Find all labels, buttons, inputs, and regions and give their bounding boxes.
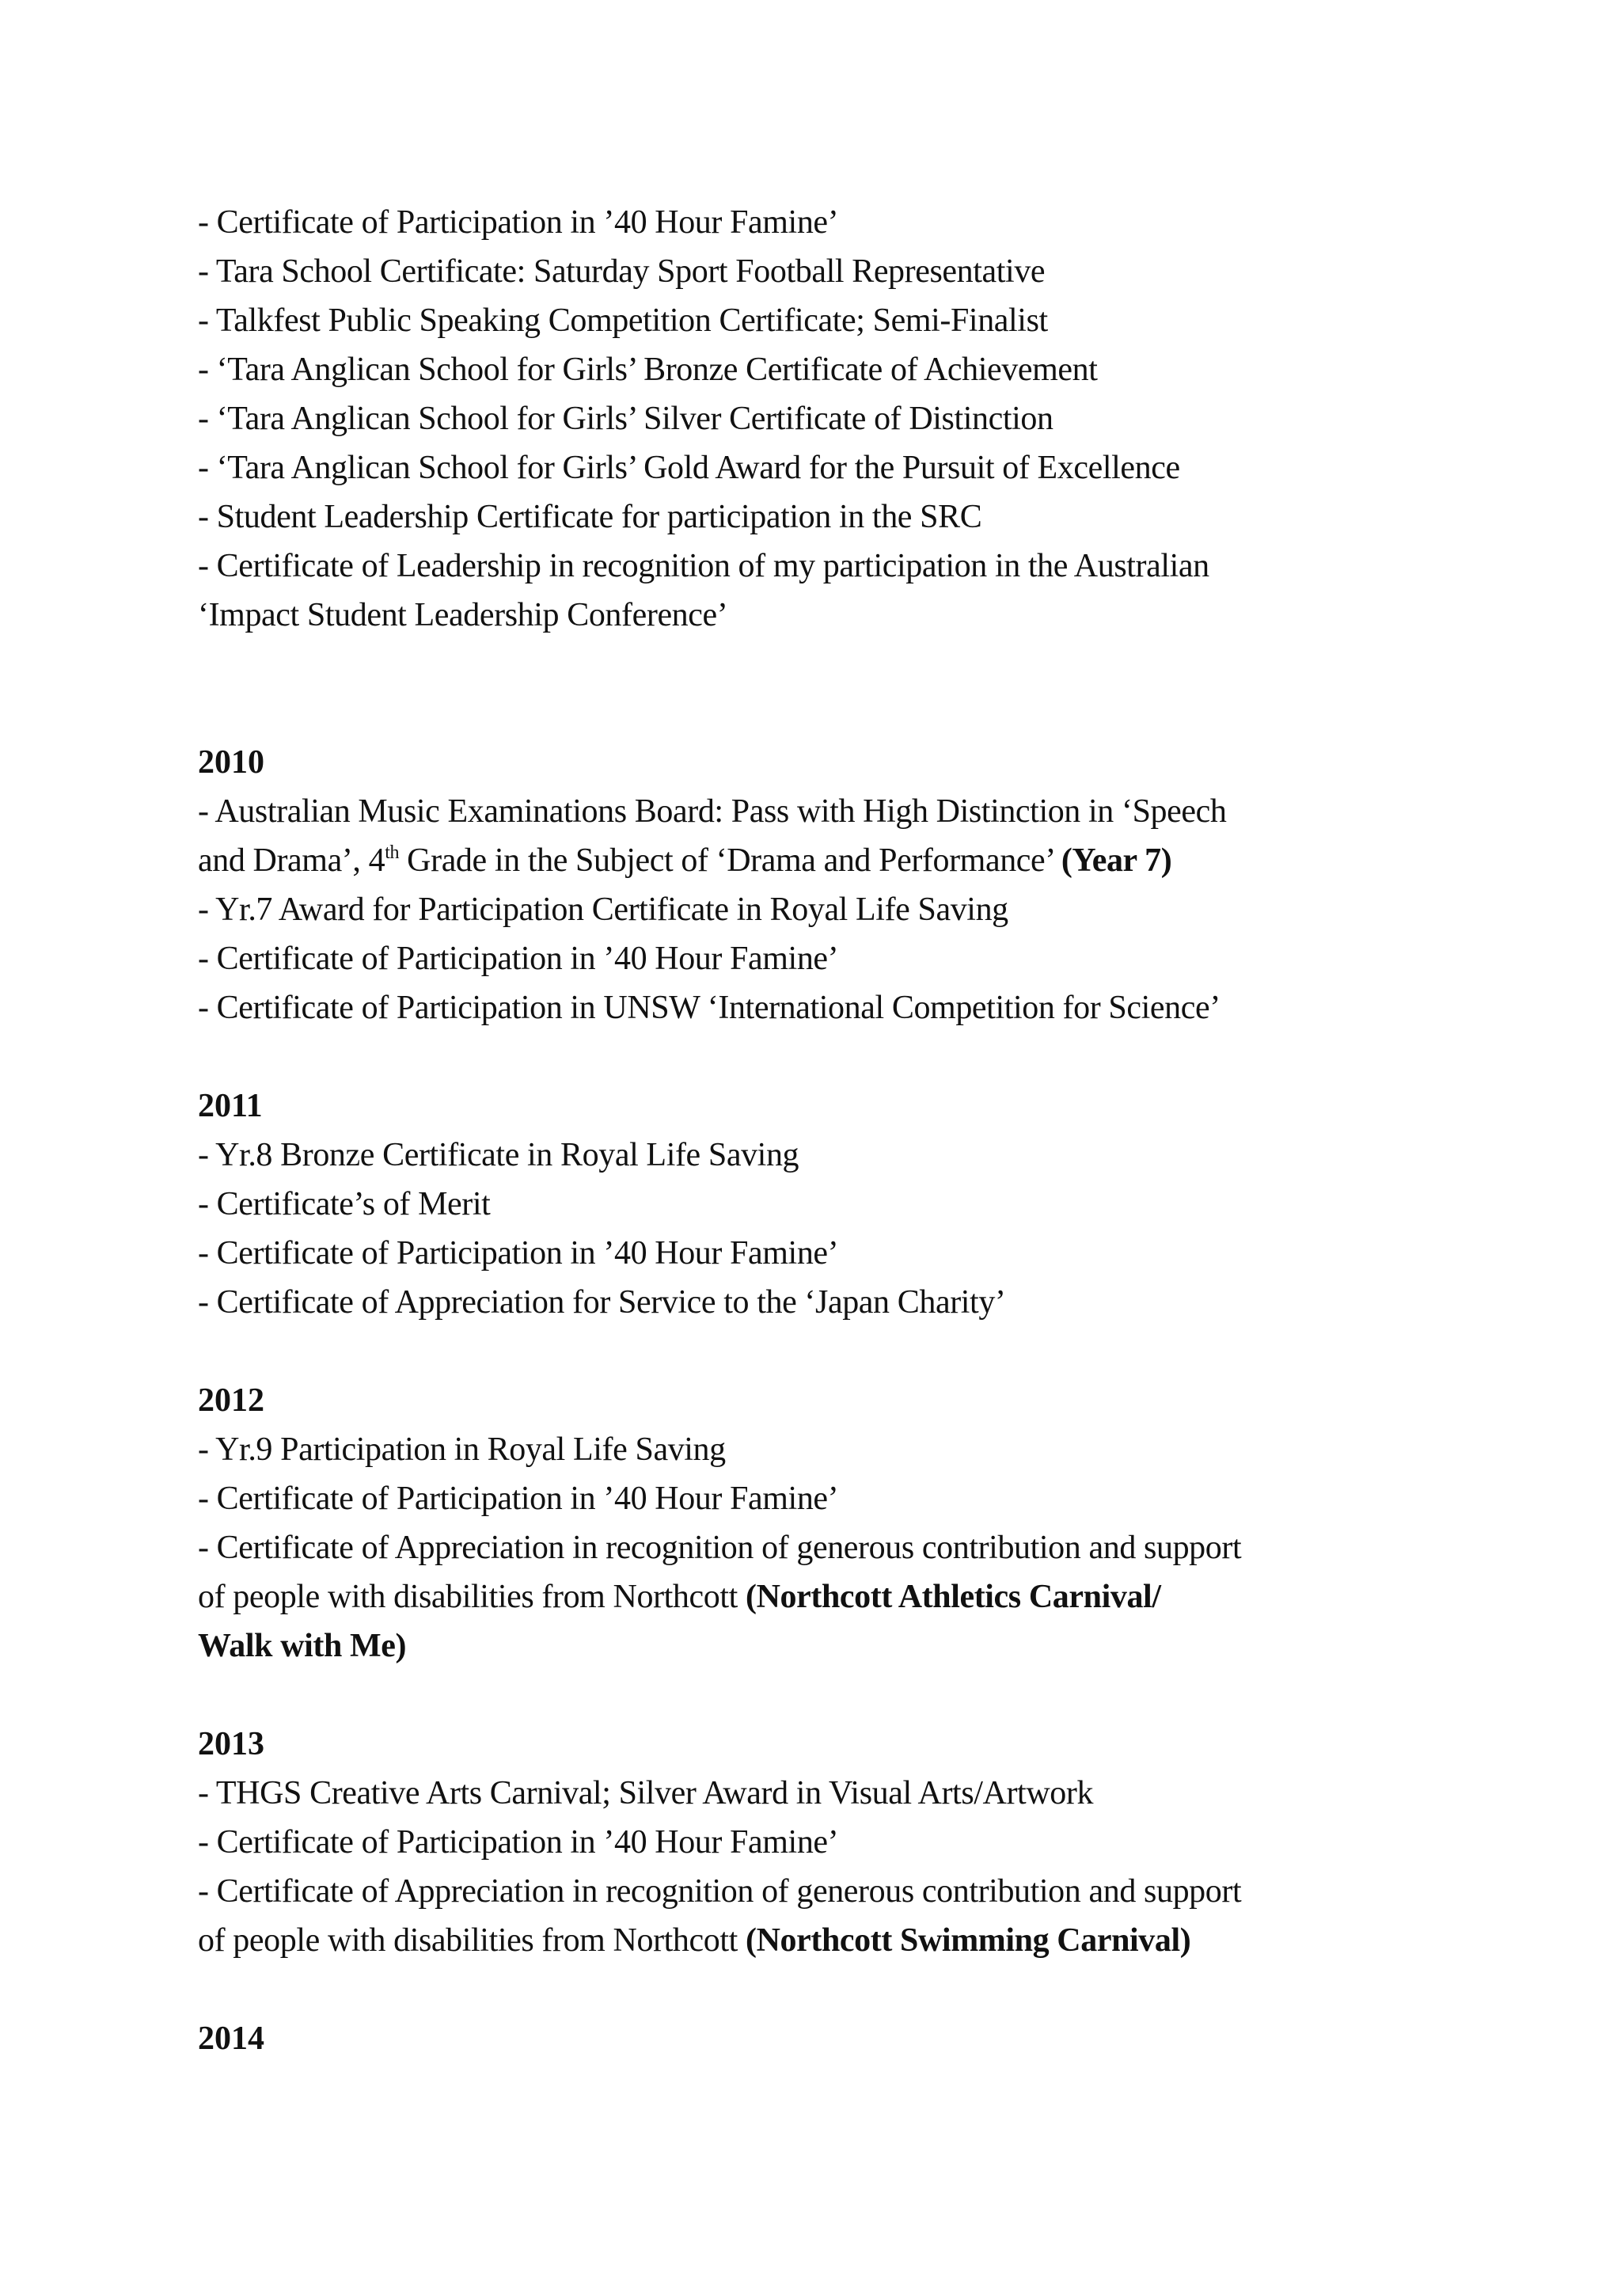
list-item: - Student Leadership Certificate for participation in the SRC [198, 499, 982, 535]
bold-segment: (Year 7) [1061, 842, 1172, 879]
year-heading-2010: 2010 [198, 744, 264, 781]
year-heading-2012: 2012 [198, 1382, 264, 1419]
list-item: - Talkfest Public Speaking Competition Certificate; Semi-Finalist [198, 302, 1048, 339]
list-item-continuation [198, 1572, 1448, 1621]
list-item-continuation [198, 1916, 1448, 1965]
text-segment: Grade in the Subject of ‘Drama and Performance’ [399, 842, 1061, 879]
list-item: - Certificate of Participation in ’40 Hour Famine’ [198, 1481, 839, 1517]
list-item: - ‘Tara Anglican School for Girls’ Gold Award for the Pursuit of Excellence [198, 450, 1180, 486]
bold-segment: (Northcott Athletics Carnival/ [746, 1579, 1161, 1615]
list-item: - Australian Music Examinations Board: Pass with High Distinction in ‘Speech [198, 793, 1227, 830]
section-spacer [198, 640, 1448, 738]
superscript: th [385, 842, 400, 863]
list-item: - Certificate of Appreciation in recognition of generous contribution and support [198, 1530, 1242, 1566]
text-segment: and Drama’, 4 [198, 842, 385, 879]
bold-segment: (Northcott Swimming Carnival) [746, 1922, 1191, 1959]
year-heading-2014: 2014 [198, 2020, 264, 2057]
list-item: - Certificate of Participation in ’40 Hour Famine’ [198, 1235, 839, 1272]
list-item: - Yr.7 Award for Participation Certificate in Royal Life Saving [198, 891, 1008, 928]
section-spacer [198, 1965, 1448, 2014]
list-item: - Yr.9 Participation in Royal Life Saving [198, 1431, 726, 1468]
text-segment: of people with disabilities from Northcott [198, 1922, 746, 1959]
list-item: - Certificate of Leadership in recognition of my participation in the Australian [198, 548, 1209, 584]
list-item: - Tara School Certificate: Saturday Sport Football Representative [198, 253, 1046, 290]
list-item-continuation: Walk with Me) [198, 1628, 407, 1664]
list-item: - ‘Tara Anglican School for Girls’ Bronze Certificate of Achievement [198, 352, 1098, 388]
year-heading-2013: 2013 [198, 1726, 264, 1762]
list-item: - Certificate of Participation in UNSW ‘International Competition for Science’ [198, 990, 1220, 1026]
list-item: - Certificate of Appreciation in recognition of generous contribution and support [198, 1873, 1242, 1910]
list-item-continuation: ‘Impact Student Leadership Conference’ [198, 597, 728, 633]
text-segment: of people with disabilities from Northcott [198, 1579, 746, 1615]
list-item: - Certificate’s of Merit [198, 1186, 491, 1222]
section-spacer [198, 1327, 1448, 1376]
list-item: - Certificate of Participation in ’40 Hour Famine’ [198, 204, 839, 241]
section-spacer [198, 1032, 1448, 1081]
list-item: - Certificate of Appreciation for Service to the ‘Japan Charity’ [198, 1284, 1006, 1321]
list-item: - ‘Tara Anglican School for Girls’ Silver Certificate of Distinction [198, 401, 1053, 437]
list-item: - Yr.8 Bronze Certificate in Royal Life Saving [198, 1137, 799, 1173]
list-item: - Certificate of Participation in ’40 Hour Famine’ [198, 1824, 839, 1861]
section-spacer [198, 1671, 1448, 1720]
year-heading-2011: 2011 [198, 1088, 263, 1124]
awards-list [198, 198, 1448, 2063]
list-item: - THGS Creative Arts Carnival; Silver Award in Visual Arts/Artwork [198, 1775, 1094, 1811]
list-item-continuation [198, 836, 1448, 885]
list-item: - Certificate of Participation in ’40 Hour Famine’ [198, 941, 839, 977]
